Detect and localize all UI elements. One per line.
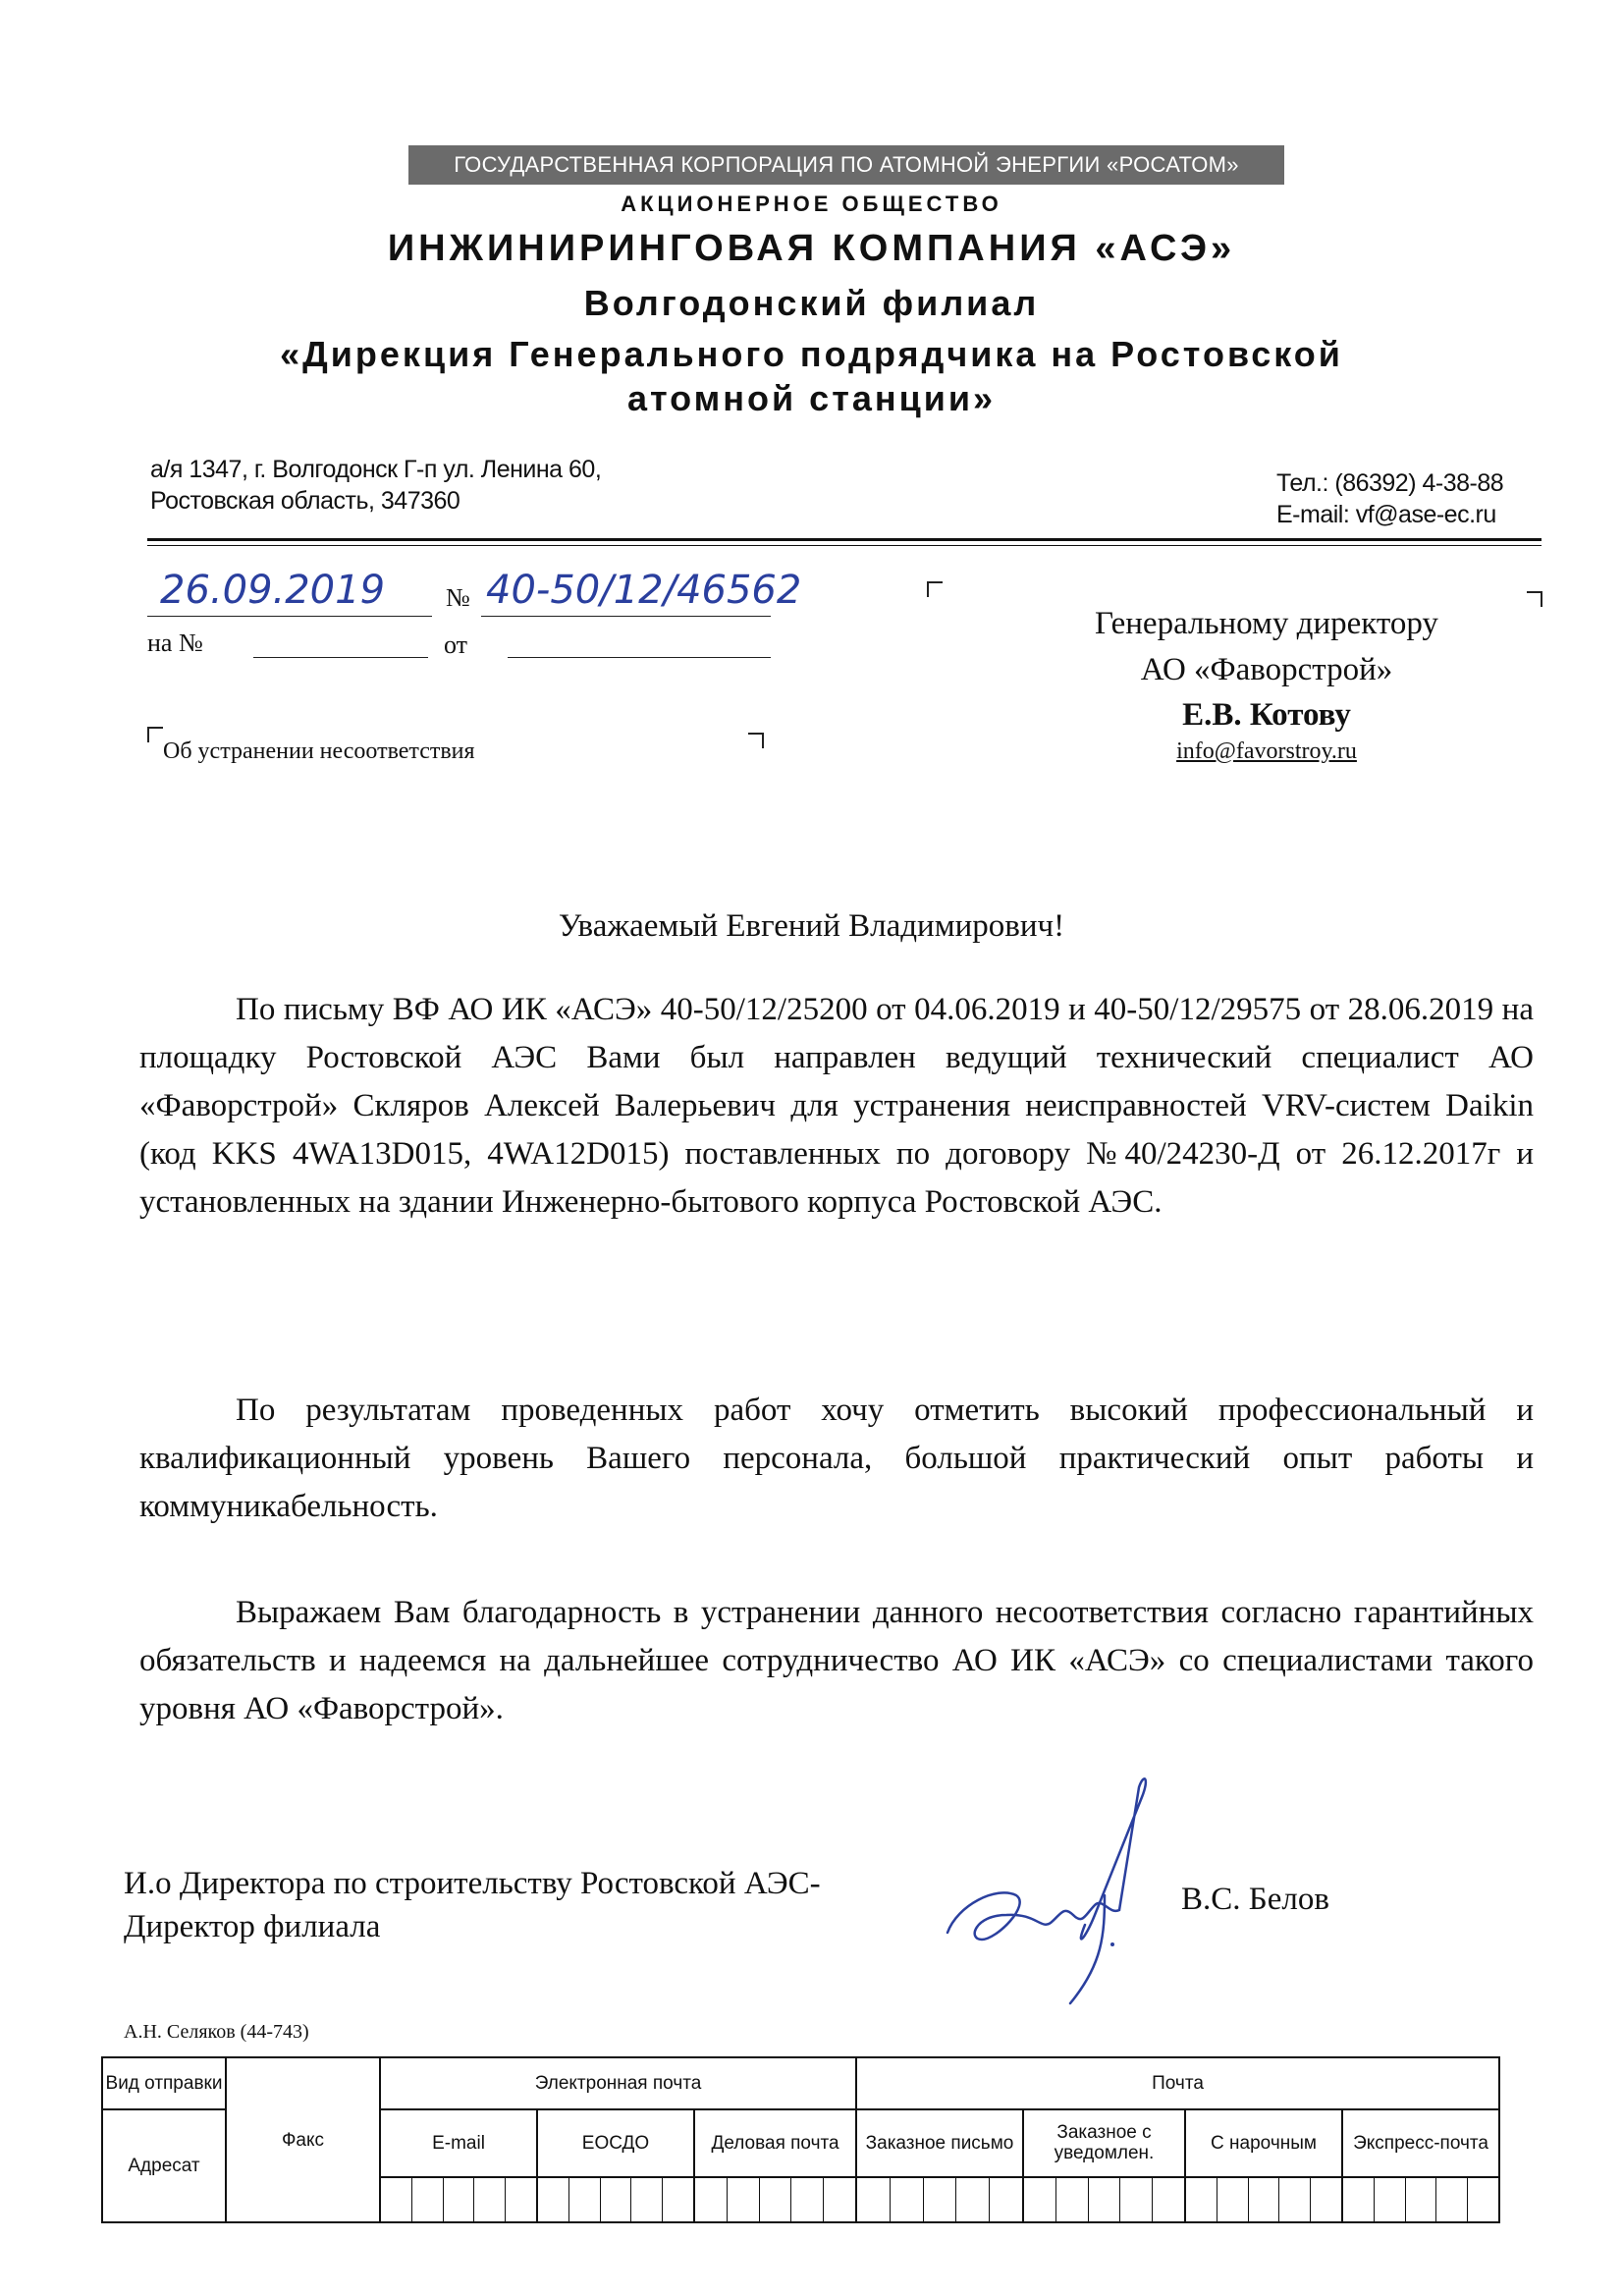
doc-number: 40-50/12/46562 bbox=[486, 568, 802, 613]
recipient-name: Е.В. Котову bbox=[1182, 697, 1351, 733]
branch-name: Волгодонский филиал bbox=[583, 283, 1040, 323]
dispatch-table bbox=[101, 2056, 1500, 2223]
registered-notice-cells bbox=[1023, 2177, 1185, 2222]
recipient-position: Генеральному директору bbox=[1095, 606, 1438, 641]
subject-corner-mark bbox=[147, 727, 163, 742]
handwritten-signature bbox=[938, 1768, 1173, 2013]
reply-number-label: на № bbox=[147, 629, 203, 657]
phone: Тел.: (86392) 4-38-88 bbox=[1276, 469, 1504, 497]
signatory-position-line: Директор филиала bbox=[124, 1909, 381, 1944]
send-type-header: Вид отправки bbox=[102, 2057, 226, 2109]
sender-address bbox=[150, 454, 601, 517]
signatory-position-line: И.о Директора по строительству Ростовской АЭС- bbox=[124, 1866, 821, 1901]
express-column: Экспресс-почта bbox=[1342, 2109, 1499, 2177]
greeting: Уважаемый Евгений Владимирович! bbox=[558, 908, 1065, 944]
email: E-mail: vf@ase-ec.ru bbox=[1276, 501, 1496, 528]
performer-note: А.Н. Селяков (44-743) bbox=[124, 2021, 309, 2043]
address-line: Ростовская область, 347360 bbox=[150, 487, 460, 515]
subject-line: Об устранении несоответствия bbox=[163, 738, 475, 764]
header-rule bbox=[147, 538, 1542, 541]
body-paragraph: По письму ВФ АО ИК «АСЭ» 40-50/12/25200 от 04.06.2019 и 40-50/12/29575 от 28.06.2019 на площадку Ростовской АЭС Вами был направлен ведущий технический специалист АО «Фаворстрой» Скляров Алексей Валерьевич для устранения неисправностей VRV-систем Daikin (код KKS 4WA13D015, 4WA12D015) поставленных по договору №40/24230-Д от 26.12.2017г и установленных на здании Инженерно-бытового корпуса Ростовской АЭС. bbox=[139, 992, 1534, 1220]
sender-contacts bbox=[1276, 467, 1503, 530]
reply-date-underline bbox=[508, 657, 771, 658]
registered-mail-cells bbox=[856, 2177, 1023, 2222]
recipient-company: АО «Фаворстрой» bbox=[1140, 652, 1393, 687]
branch-full-name-line1: «Дирекция Генерального подрядчика на Ростовской bbox=[280, 334, 1343, 374]
recipient-email: info@favorstroy.ru bbox=[1176, 738, 1357, 764]
courier-cells bbox=[1185, 2177, 1342, 2222]
addressee-header: Адресат bbox=[102, 2109, 226, 2223]
courier-column: С нарочным bbox=[1185, 2109, 1342, 2177]
doc-date: 26.09.2019 bbox=[160, 568, 386, 613]
email-column: E-mail bbox=[380, 2109, 537, 2177]
business-mail-column: Деловая почта bbox=[694, 2109, 856, 2177]
reply-date-label: от bbox=[444, 630, 468, 659]
address-line: а/я 1347, г. Волгодонск Г-п ул. Ленина 60, bbox=[150, 456, 602, 483]
email-cells bbox=[380, 2177, 537, 2222]
number-underline bbox=[481, 616, 771, 617]
address-corner-mark bbox=[927, 581, 943, 597]
express-cells bbox=[1342, 2177, 1499, 2222]
reply-number-underline bbox=[253, 657, 428, 658]
signatory-position bbox=[124, 1862, 821, 1948]
registered-notice-column: Заказное с уведомлен. bbox=[1023, 2109, 1185, 2177]
body-paragraph: Выражаем Вам благодарность в устранении данного несоответствия согласно гарантийных обязательств и надеемся на дальнейшее сотрудничество АО ИК «АСЭ» со специалистами такого уровня АО «Фаворстрой». bbox=[139, 1595, 1534, 1726]
mail-group-header: Почта bbox=[856, 2057, 1499, 2109]
fax-header: Факс bbox=[226, 2057, 380, 2222]
email-group-header: Электронная почта bbox=[380, 2057, 856, 2109]
registered-mail-column: Заказное письмо bbox=[856, 2109, 1023, 2177]
subject-corner-mark bbox=[748, 733, 764, 748]
address-corner-mark bbox=[1527, 591, 1542, 607]
corporation-banner: ГОСУДАРСТВЕННАЯ КОРПОРАЦИЯ ПО АТОМНОЙ ЭНЕРГИИ «РОСАТОМ» bbox=[408, 145, 1284, 185]
body-paragraph: По результатам проведенных работ хочу отметить высокий профессиональный и квалификационный уровень Вашего персонала, большой практический опыт работы и коммуникабельность. bbox=[139, 1393, 1534, 1524]
eosdo-cells bbox=[537, 2177, 694, 2222]
company-type: АКЦИОНЕРНОЕ ОБЩЕСТВО bbox=[621, 191, 1002, 216]
eosdo-column: ЕОСДО bbox=[537, 2109, 694, 2177]
business-mail-cells bbox=[694, 2177, 856, 2222]
branch-full-name-line2: атомной станции» bbox=[626, 378, 997, 418]
doc-number-label: № bbox=[446, 583, 470, 612]
company-name: ИНЖИНИРИНГОВАЯ КОМПАНИЯ «АСЭ» bbox=[387, 228, 1236, 269]
header-rule-thin bbox=[147, 545, 1542, 546]
date-underline bbox=[147, 616, 432, 617]
signatory-name: В.С. Белов bbox=[1181, 1882, 1329, 1917]
